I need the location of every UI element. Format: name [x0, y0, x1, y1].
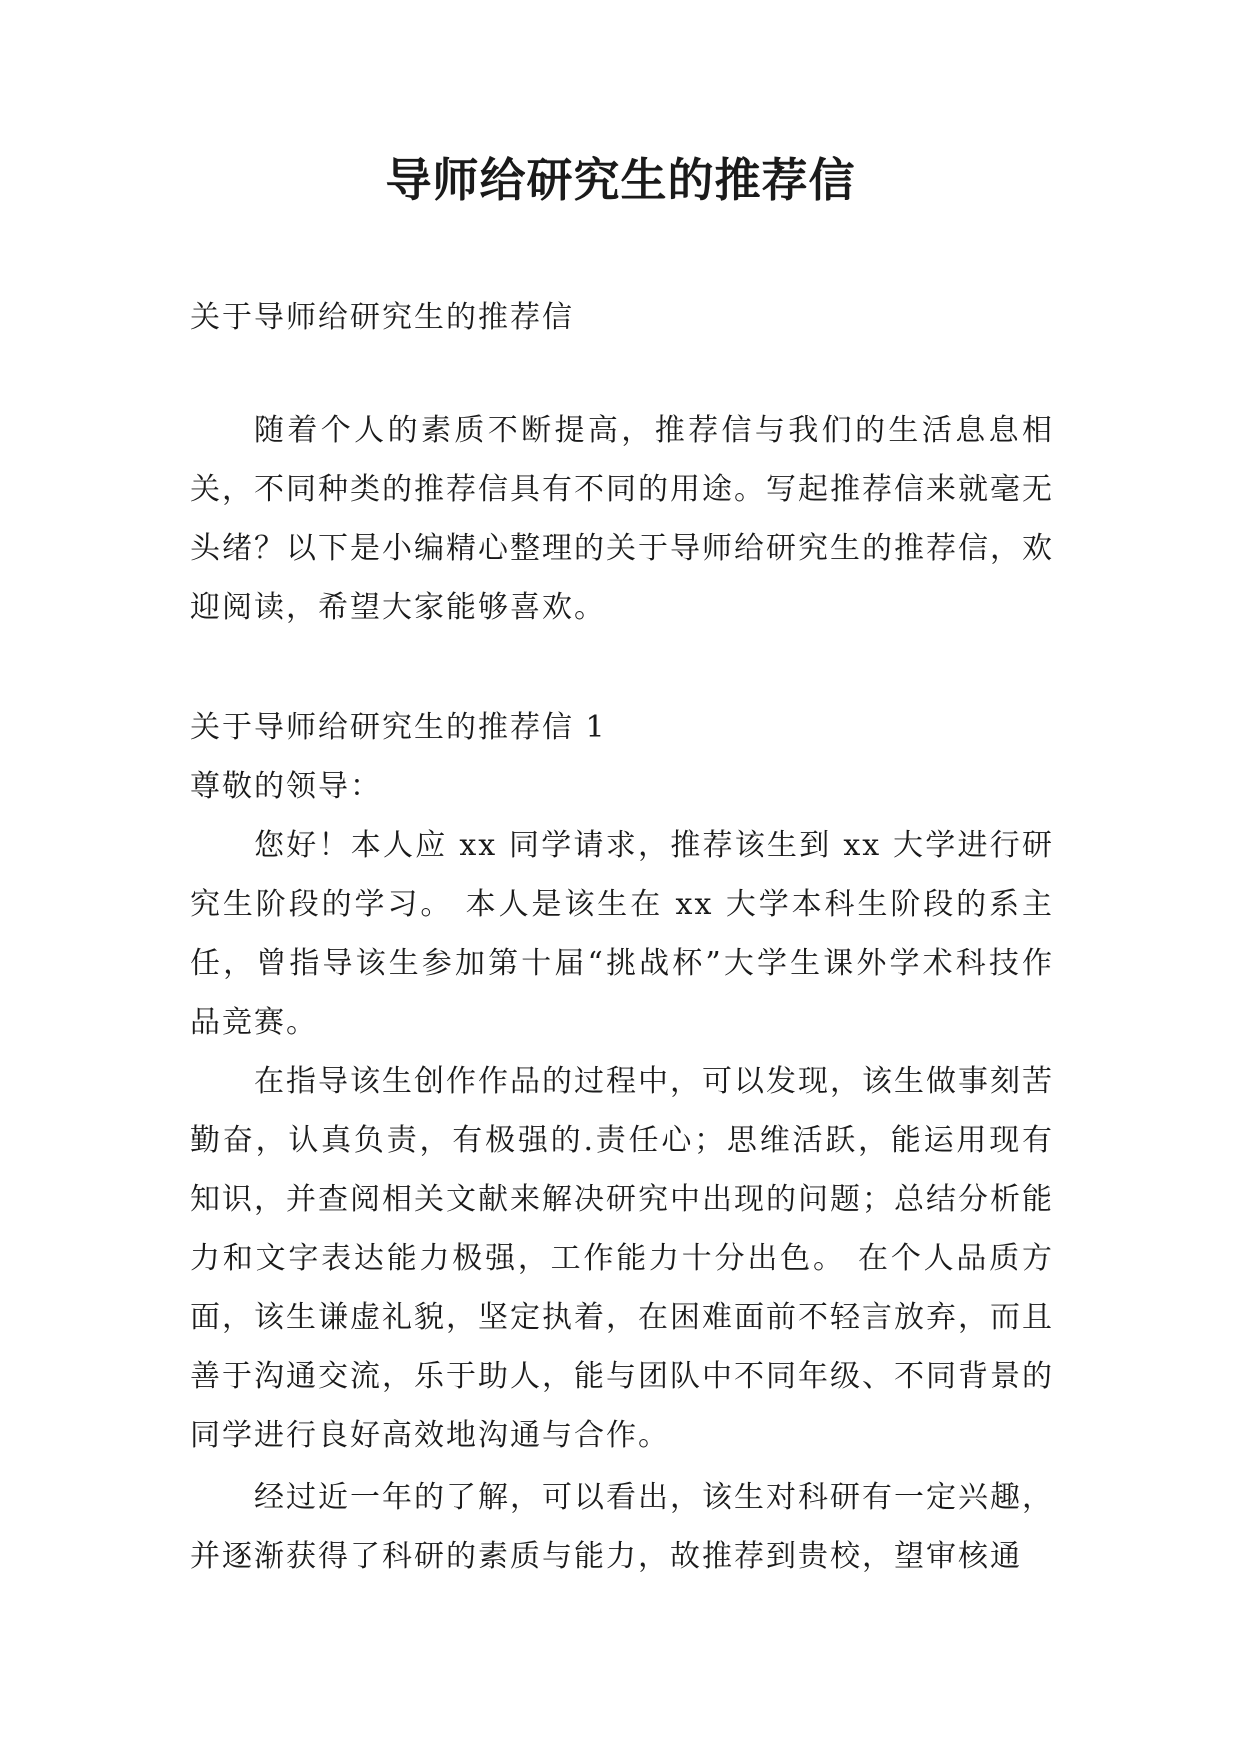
salutation: 尊敬的领导：: [190, 769, 382, 804]
body-paragraph-1: 您好！本人应 xx 同学请求，推荐该生到 xx 大学进行研究生阶段的学习。 本人是该生在 xx 大学本科生阶段的系主任，曾指导该生参加第十届“挑战杯”大学生课外学术科技作品竞赛。: [190, 828, 1054, 1040]
document-subtitle: 关于导师给研究生的推荐信: [190, 300, 574, 335]
body-paragraph-2: 在指导该生创作作品的过程中，可以发现，该生做事刻苦勤奋，认真负责，有极强的.责任心；思维活跃，能运用现有知识，并查阅相关文献来解决研究中出现的问题；总结分析能力和文字表达能力极强，工作能力十分出色。 在个人品质方面，该生谦虚礼貌，坚定执着，在困难面前不轻言放弃，而且善于沟通交流，乐于助人，能与团队中不同年级、不同背景的同学进行良好高效地沟通与合作。: [190, 1064, 1054, 1453]
document-title: 导师给研究生的推荐信: [385, 153, 856, 207]
intro-paragraph: 随着个人的素质不断提高，推荐信与我们的生活息息相关，不同种类的推荐信具有不同的用途。写起推荐信来就毫无头绪？以下是小编精心整理的关于导师给研究生的推荐信，欢迎阅读，希望大家能够喜欢。: [190, 413, 1054, 625]
letter-heading: 关于导师给研究生的推荐信 1: [190, 710, 607, 745]
body-paragraph-3: 经过近一年的了解，可以看出，该生对科研有一定兴趣，并逐渐获得了科研的素质与能力，故推荐到贵校，望审核通: [190, 1480, 1054, 1574]
